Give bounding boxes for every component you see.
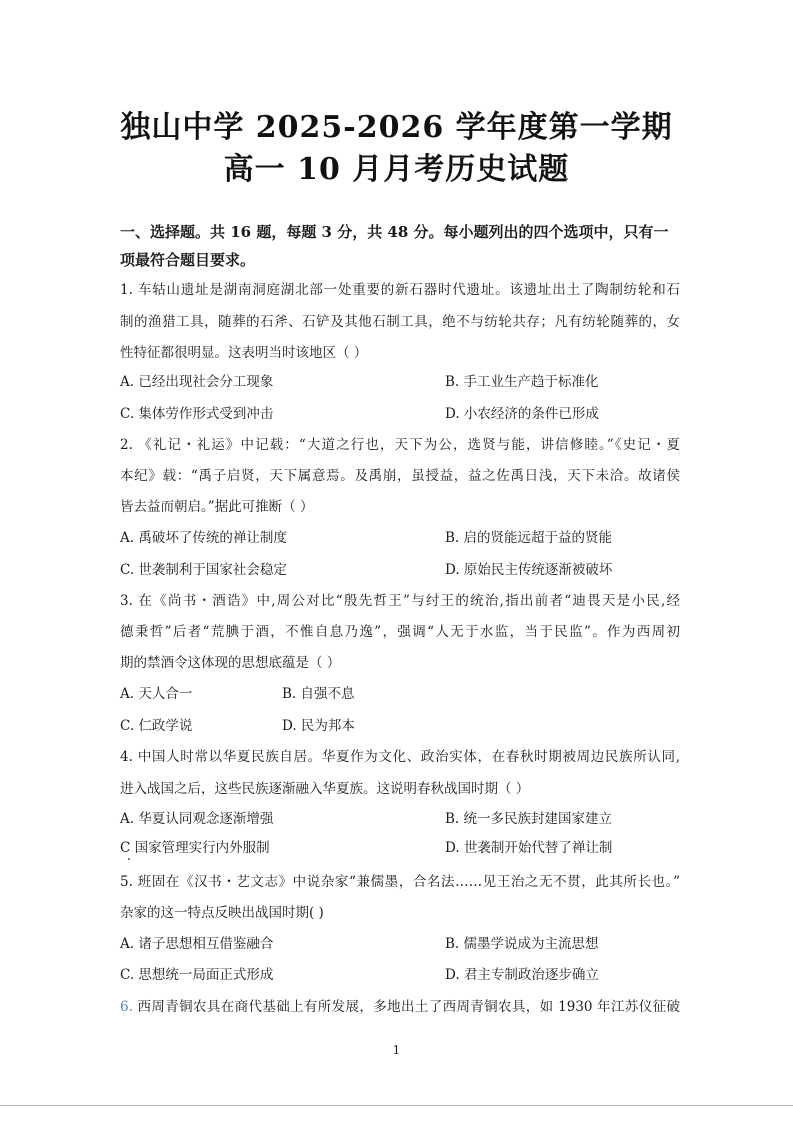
q3-option-b: B. 自强不息 xyxy=(282,686,355,702)
q1-line-1: 1. 车轱山遗址是湖南洞庭湖北部一处重要的新石器时代遗址。该遗址出土了陶制纺轮和石 xyxy=(120,282,680,298)
q5-option-c: C. 思想统一局面正式形成 xyxy=(120,967,274,983)
q4-line-2: 进入战国之后，这些民族逐渐融入华夏族。这说明春秋战国时期（ ） xyxy=(120,781,530,797)
q4-line-1: 4. 中国人时常以华夏民族自居。华夏作为文化、政治实体，在春秋时期被周边民族所认同, xyxy=(120,749,680,765)
q2-option-c: C. 世袭制利于国家社会稳定 xyxy=(120,562,287,578)
q2-option-d: D. 原始民主传统逐渐被破坏 xyxy=(445,562,613,578)
q2-line-2: 本纪》载：“禹子启贤，天下属意焉。及禹崩，虽授益，益之佐禹日浅，天下未洽。故诸侯 xyxy=(120,468,680,484)
q1-option-c: C. 集体劳作形式受到冲击 xyxy=(120,406,274,422)
exam-title-line-2: 高一 10 月月考历史试题 xyxy=(223,152,570,187)
q3-option-c: C. 仁政学说 xyxy=(120,718,193,734)
page-bottom-rule xyxy=(0,1105,793,1106)
q4-option-c: C 国家管理实行内外服制 xyxy=(120,840,270,856)
stray-dot-mark xyxy=(128,858,130,860)
q2-option-a: A. 禹破坏了传统的禅让制度 xyxy=(120,530,287,546)
q5-option-b: B. 儒墨学说成为主流思想 xyxy=(445,936,599,952)
page-number: 1 xyxy=(392,1043,401,1057)
q3-option-a: A. 天人合一 xyxy=(120,686,193,702)
q2-line-3: 皆去益而朝启。”据此可推断（ ） xyxy=(120,499,314,515)
q5-line-2: 杂家的这一特点反映出战国时期( ) xyxy=(120,905,324,921)
exam-title-line-1: 独山中学 2025-2026 学年度第一学期 xyxy=(120,110,673,145)
q1-option-d: D. 小农经济的条件已形成 xyxy=(445,406,599,422)
q6-text: 西周青铜农具在商代基础上有所发展，多地出土了西周青铜农具，如 1930 年江苏仪征破 xyxy=(132,999,680,1015)
q6-line-1 xyxy=(120,995,680,1015)
q4-option-d: D. 世袭制开始代替了禅让制 xyxy=(445,840,613,856)
q6-number: 6. xyxy=(120,999,133,1015)
q3-line-3: 期的禁酒令这体现的思想底蕴是（ ） xyxy=(120,655,341,671)
q3-line-1: 3. 在《尚书・酒诰》中,周公对比“殷先哲王”与纣王的统治,指出前者“迪畏天是小民,经 xyxy=(120,593,680,609)
q4-option-a: A. 华夏认同观念逐渐增强 xyxy=(120,811,274,827)
q3-line-2: 德秉哲”后者“荒腆于酒，不惟自息乃逸”，强调“人无于水监，当于民监”。作为西周初 xyxy=(120,624,680,640)
q1-option-a: A. 已经出现社会分工现象 xyxy=(120,374,274,390)
q1-line-3: 性特征都很明显。这表明当时该地区（ ） xyxy=(120,345,368,361)
q5-option-d: D. 君主专制政治逐步确立 xyxy=(445,967,599,983)
q2-option-b: B. 启的贤能远超于益的贤能 xyxy=(445,530,613,546)
q5-option-a: A. 诸子思想相互借鉴融合 xyxy=(120,936,274,952)
q3-option-d: D. 民为邦本 xyxy=(282,718,355,734)
section-heading: 一、选择题。共 16 题，每题 3 分，共 48 分。每小题列出的四个选项中，只有一项最符合题目要求。 xyxy=(120,223,669,269)
q1-line-2: 制的渔猎工具，随葬的石斧、石铲及其他石制工具，绝不与纺轮共存；凡有纺轮随葬的，女 xyxy=(120,314,680,330)
q1-option-b: B. 手工业生产趋于标准化 xyxy=(445,374,599,390)
q5-line-1: 5. 班固在《汉书・艺文志》中说杂家“兼儒墨，合名法……见王治之无不贯，此其所长也。” xyxy=(120,874,680,890)
q2-line-1: 2. 《礼记・礼运》中记载：“大道之行也，天下为公，选贤与能，讲信修睦。”《史记・夏 xyxy=(120,437,680,453)
q4-option-b: B. 统一多民族封建国家建立 xyxy=(445,811,613,827)
